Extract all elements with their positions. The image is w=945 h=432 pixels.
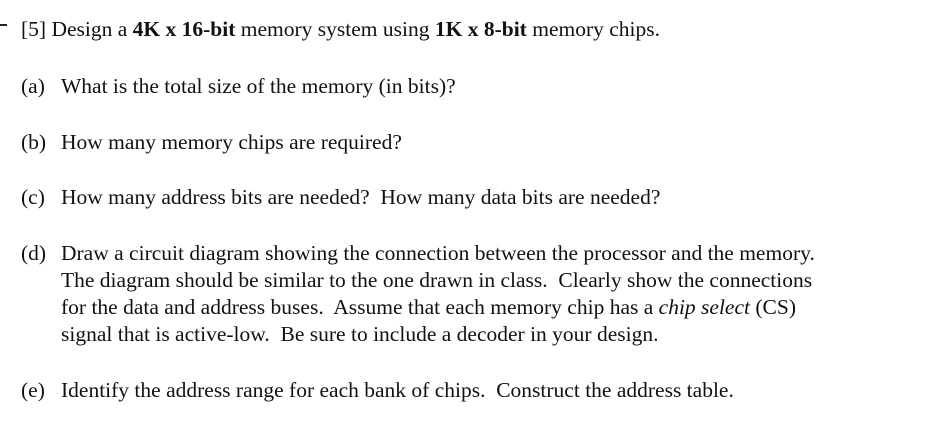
statement-post: memory chips. [532, 17, 661, 41]
line-3-post: (CS) [755, 295, 796, 319]
question-text: What is the total size of the memory (in bits)? [61, 74, 456, 98]
question-text: Identify the address range for each bank of chips. Construct the address table. [61, 378, 734, 402]
question-d-line-2: The diagram should be similar to the one drawn in class. Clearly show the connections [61, 268, 813, 292]
question-d-line-1: Draw a circuit diagram showing the connection between the processor and the memory. [61, 241, 815, 265]
line-3-pre: for the data and address buses. Assume that each memory chip has a [61, 295, 654, 319]
question-c [21, 184, 926, 211]
statement-pre: Design a [51, 17, 128, 41]
question-e [21, 377, 926, 404]
question-label: (a) [21, 74, 45, 98]
statement-bold-system-size: 4K x 16-bit [132, 17, 236, 41]
question-label: (e) [21, 378, 45, 402]
question-label: (c) [21, 185, 45, 209]
question-d [21, 240, 926, 348]
statement-bold-chip-size: 1K x 8-bit [434, 17, 527, 41]
question-a [21, 73, 926, 100]
question-d-line-3 [61, 294, 926, 321]
question-label: (d) [21, 241, 47, 265]
problem-number: [5] [21, 17, 47, 41]
question-b [21, 129, 926, 156]
question-d-line-4: signal that is active-low. Be sure to include a decoder in your design. [61, 322, 659, 346]
question-text [61, 240, 926, 348]
bullet-mark [0, 24, 7, 26]
question-label: (b) [21, 130, 47, 154]
chip-select-term: chip select [658, 295, 750, 319]
statement-mid: memory system using [240, 17, 430, 41]
problem-statement [21, 16, 660, 43]
question-text: How many memory chips are required? [61, 130, 402, 154]
question-text: How many address bits are needed? How many data bits are needed? [61, 185, 661, 209]
